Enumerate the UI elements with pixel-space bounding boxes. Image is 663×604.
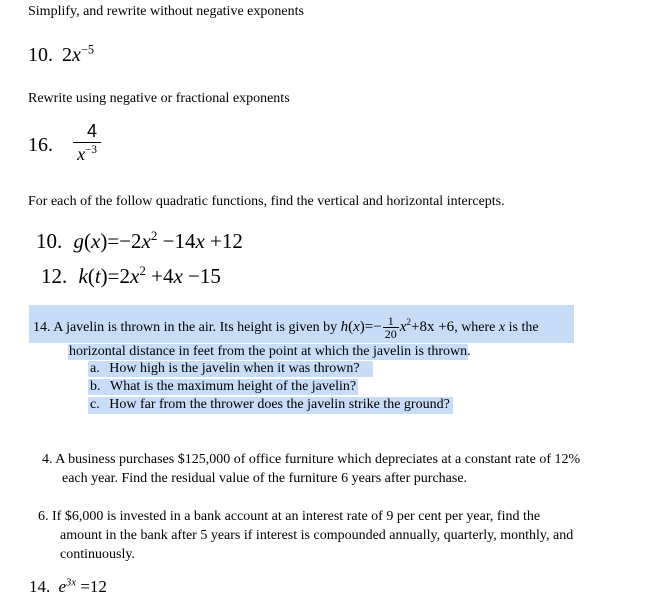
var: x (141, 229, 151, 253)
rhs: =12 (80, 577, 107, 596)
problem-6-line-3: continuously. (60, 547, 135, 562)
item-text: How far from the thrower does the javelin strike the ground? (109, 397, 450, 412)
rhs-c: +12 (210, 229, 243, 253)
problem-12-quadratic: 12. $k(t)=2x^2 +4x -15$ (41, 263, 221, 288)
sub-item-a (90, 361, 360, 377)
rhs-c: −15 (188, 264, 221, 288)
rhs-b: −14 (162, 229, 196, 253)
frac-numerator: 1 (383, 315, 399, 328)
problem-10-expression (28, 44, 94, 67)
fraction (73, 122, 101, 163)
problem-number: 12. (41, 264, 68, 288)
problem-14-exponential (29, 577, 107, 597)
frac-denominator: 20 (384, 327, 397, 341)
where: , where (454, 319, 496, 335)
eq-minus: =− (364, 318, 382, 335)
exponent: 3x (66, 577, 76, 589)
problem-number: 10. (28, 44, 53, 66)
function-arg: t (94, 264, 101, 288)
exp: 2 (139, 263, 146, 278)
problem-number: 14. (29, 577, 51, 596)
numerator: 4 (73, 122, 101, 143)
item-label: c. (90, 397, 100, 412)
coefficient: 2 (62, 44, 72, 66)
var2: x (195, 229, 205, 253)
problem-14-line-2: horizontal distance in feet from the point at which the javelin is thrown. (69, 344, 471, 359)
item-label: b. (90, 379, 101, 394)
rhs-a: =2 (107, 264, 131, 288)
sub-item-b (90, 379, 356, 395)
function-arg: x (91, 229, 101, 253)
problem-number: 16. (28, 134, 53, 156)
h-func: h (340, 318, 349, 335)
h-arg: x (353, 318, 360, 335)
section-header-quadratic: For each of the follow quadratic functions, find the vertical and horizontal intercepts. (28, 194, 505, 209)
rhs-b: +4 (151, 264, 174, 288)
problem-14-lead: 14. A javelin is thrown in the air. Its height is given by (33, 319, 338, 335)
item-text: What is the maximum height of the javelin? (110, 379, 357, 394)
rhs-a: =−2 (107, 229, 142, 253)
variable: x (72, 44, 81, 66)
exponent: −5 (80, 42, 95, 57)
exp: 2 (150, 228, 158, 243)
x-squared-exp: 2 (406, 317, 412, 328)
function-name: k (78, 264, 88, 288)
problem-4-line-2: each year. Find the residual value of the furniture 6 years after purchase. (62, 471, 468, 486)
denominator-variable: x (77, 144, 86, 164)
denominator-exponent: −3 (85, 144, 97, 156)
fraction (383, 315, 399, 340)
problem-10-quadratic: 10. $g(x)=-2x^2 -14x +12$ (36, 228, 243, 253)
var: x (130, 264, 140, 288)
section-header-rewrite: Rewrite using negative or fractional exponents (28, 91, 290, 106)
problem-number: 10. (36, 229, 63, 253)
problem-6-line-2: amount in the bank after 5 years if interest is compounded annually, quarterly, monthly, and (60, 528, 574, 543)
x-var: x (498, 319, 506, 335)
sub-item-c (90, 397, 450, 413)
var2: x (173, 264, 183, 288)
function-name: g (73, 229, 84, 253)
problem-6-line-1: 6. If $6,000 is invested in a bank account at an interest rate of 9 per cent per year, find the (38, 509, 541, 524)
base: e (58, 577, 67, 596)
is-the: is the (508, 319, 539, 335)
section-header-simplify: Simplify, and rewrite without negative exponents (28, 4, 304, 19)
item-label: a. (90, 361, 100, 376)
x-squared-var: x (399, 318, 407, 335)
tail: +8x +6 (411, 318, 455, 335)
item-text: How high is the javelin when it was thrown? (109, 361, 360, 376)
problem-4-line-1: 4. A business purchases $125,000 of office furniture which depreciates at a constant rate of 12% (42, 452, 581, 467)
problem-14-line-1: 14. A javelin is thrown in the air. Its height is given by h(x)=− $\frac{1}{20}$ $x^2+8x +6$, where x is the (33, 314, 539, 341)
